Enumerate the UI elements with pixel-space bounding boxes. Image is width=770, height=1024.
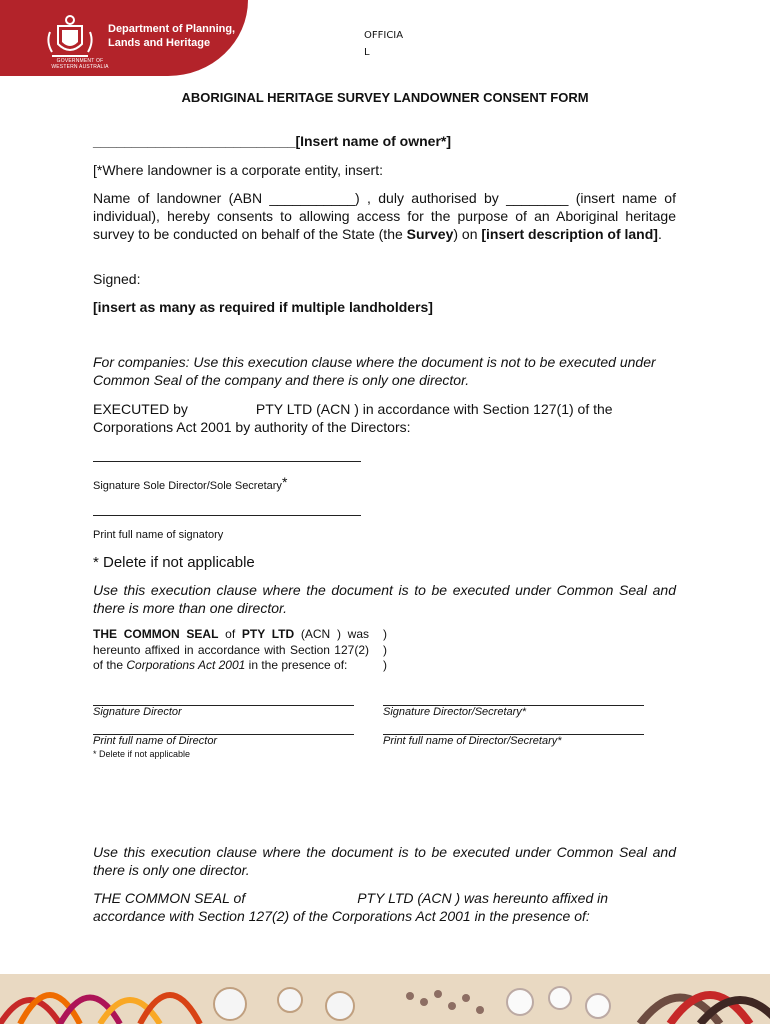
signature-director-secretary-label: Signature Director/Secretary*	[383, 706, 527, 718]
print-director-label: Print full name of Director	[93, 735, 218, 747]
form-title: ABORIGINAL HERITAGE SURVEY LANDOWNER CONSENT FORM	[181, 90, 589, 105]
print-name-label: Print full name of signatory	[93, 529, 224, 541]
signature-director-label: Signature Director	[93, 706, 182, 718]
corporate-entity-note: [*Where landowner is a corporate entity, insert:	[93, 162, 383, 178]
delete-if-not-applicable-note: * Delete if not applicable	[93, 554, 255, 571]
signed-label: Signed:	[93, 271, 141, 287]
sole-signature-label: Signature Sole Director/Sole Secretary*	[93, 474, 288, 492]
government-name: GOVERNMENT OF WESTERN AUSTRALIA	[51, 58, 109, 70]
security-classification: OFFICIA L	[364, 30, 404, 58]
owner-name-line: __________________________[Insert name of owner*]	[93, 133, 452, 149]
sole-director-instruction: For companies: Use this execution clause where the document is not to be executed under Common Seal of the company and there is only one director.	[93, 354, 656, 388]
common-seal-clause: THE COMMON SEAL of PTY LTD (ACN ) was hereunto affixed in accordance with Section 127(2) of the Corporations Act 2001 in the presence of:	[93, 627, 369, 672]
multi-director-instruction: Use this execution clause where the document is to be executed under Common Seal and there is more than one director.	[93, 582, 676, 616]
executed-by-clause: EXECUTED by PTY LTD (ACN ) in accordance with Section 127(1) of the Corporations Act 2001 by authority of the Directors:	[93, 401, 613, 435]
department-name: Department of Planning, Lands and Heritage	[108, 23, 236, 49]
single-director-instruction: Use this execution clause where the document is to be executed under Common Seal and there is only one director.	[93, 844, 676, 878]
single-director-seal-clause: THE COMMON SEAL of PTY LTD (ACN ) was hereunto affixed in accordance with Section 127(2) of the Corporations Act 2001 in the presence of:	[93, 890, 609, 924]
print-director-secretary-label: Print full name of Director/Secretary*	[383, 735, 562, 747]
sole-signature-line[interactable]	[93, 461, 361, 462]
multiple-landholders-note: [insert as many as required if multiple landholders]	[93, 299, 433, 315]
signatory-name-line[interactable]	[93, 515, 361, 516]
seal-bracket: ) ) )	[383, 627, 387, 672]
consent-statement: Name of landowner (ABN ___________) , duly authorised by ________ (insert name of individual), hereby consents to allowing access for the purpose of an Aboriginal heritage survey to be conducted on behalf of the State (the Survey) on [insert description of land].	[93, 190, 676, 242]
seal-delete-note: * Delete if not applicable	[93, 749, 191, 759]
aboriginal-art-footer-image	[0, 966, 770, 1024]
